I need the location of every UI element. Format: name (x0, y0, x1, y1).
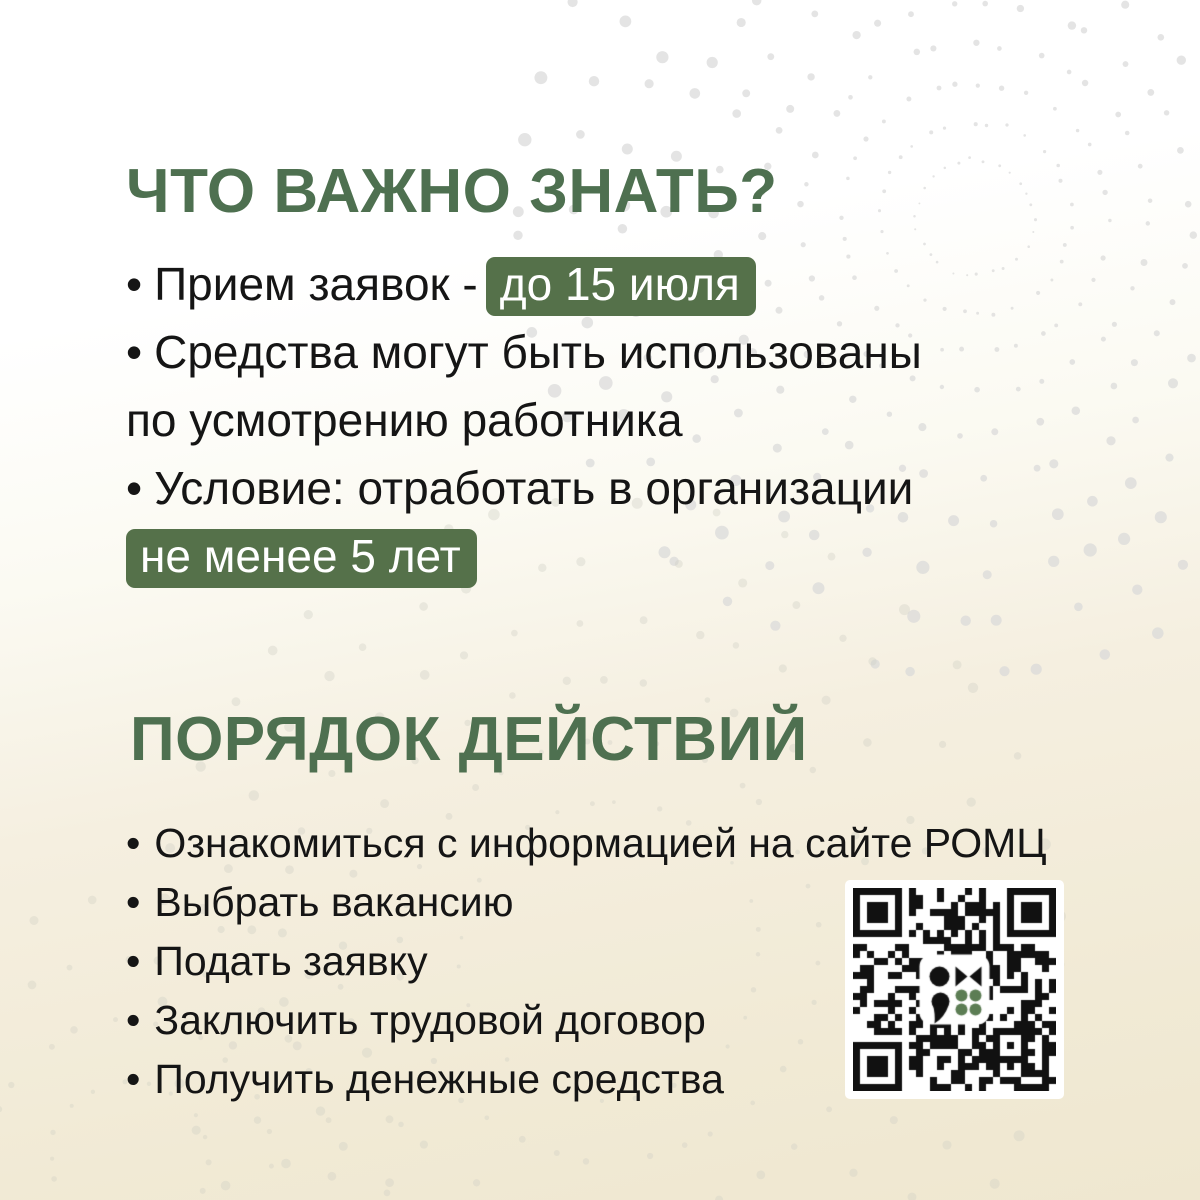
fact-line-term (126, 522, 1136, 590)
qr-code (845, 880, 1064, 1099)
qr-code-canvas (853, 888, 1056, 1091)
bullet-icon: • (126, 997, 141, 1043)
fact-line-funds-wrap (126, 386, 1136, 454)
fact-line-condition (126, 454, 1136, 522)
fact-line-funds (126, 318, 1136, 386)
bullet-icon: • (126, 462, 143, 514)
bullet-icon: • (126, 938, 141, 984)
term-badge: не менее 5 лет (126, 529, 477, 588)
section-title-important: ЧТО ВАЖНО ЗНАТЬ? (126, 157, 778, 226)
fact-line-applications (126, 250, 1136, 318)
step-item (126, 814, 1186, 873)
bullet-icon: • (126, 820, 141, 866)
step-text: Выбрать вакансию (154, 879, 514, 925)
deadline-badge: до 15 июля (486, 257, 756, 316)
step-text: Подать заявку (154, 938, 428, 984)
bullet-icon: • (126, 326, 143, 378)
step-text: Получить денежные средства (154, 1056, 724, 1102)
important-facts-list (126, 250, 1136, 590)
bullet-icon: • (126, 258, 143, 310)
bullet-icon: • (126, 1056, 141, 1102)
step-text: Ознакомиться с информацией на сайте РОМЦ (154, 820, 1047, 866)
fact-text: Прием заявок - (154, 258, 478, 310)
fact-text: Средства могут быть использованы (154, 326, 922, 378)
bullet-icon: • (126, 879, 141, 925)
section-title-steps: ПОРЯДОК ДЕЙСТВИЙ (130, 705, 808, 774)
step-text: Заключить трудовой договор (154, 997, 706, 1043)
fact-text: Условие: отработать в организации (154, 462, 914, 514)
fact-text: по усмотрению работника (126, 394, 683, 446)
